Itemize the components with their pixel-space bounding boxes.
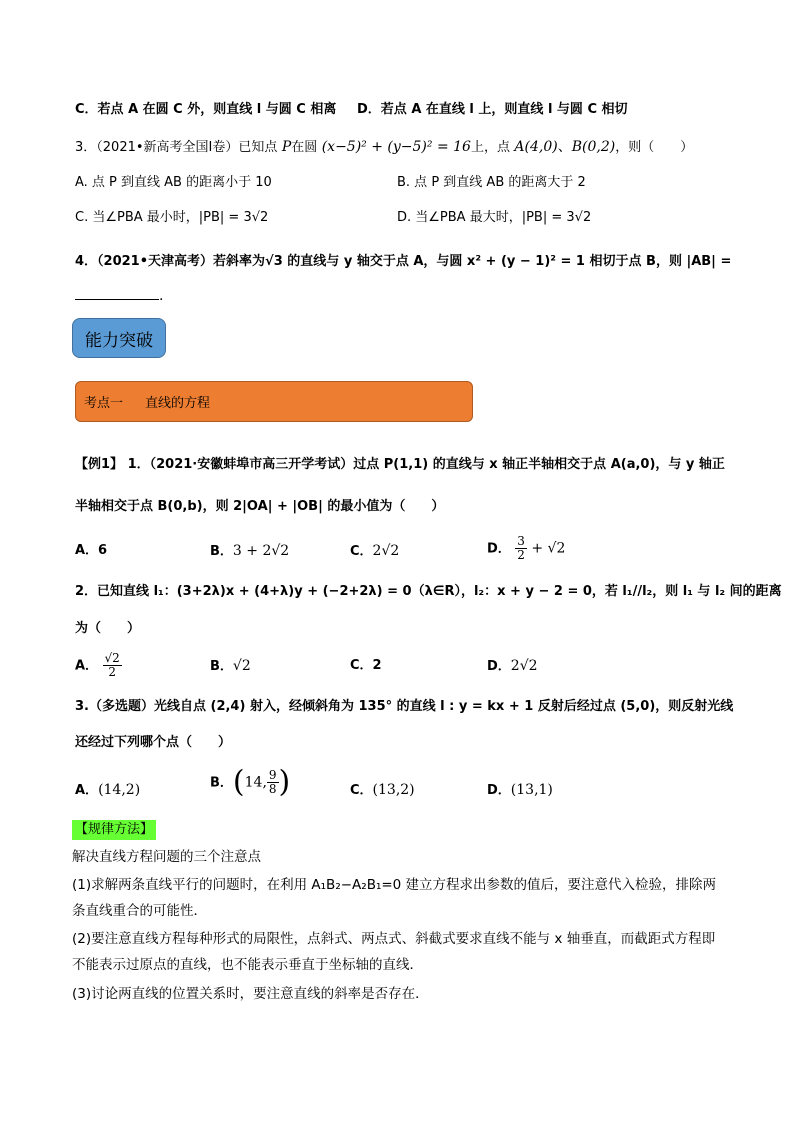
q2-option-d: D．若点 A 在直线 l 上，则直线 l 与圆 C 相切 xyxy=(357,102,628,117)
ex3-option-d-label: D． xyxy=(487,783,511,798)
ex2-option-a-label: A． xyxy=(75,658,99,674)
ex2-line2: 为（ ） xyxy=(75,621,141,636)
ex1-option-c-value: 2√2 xyxy=(372,543,400,559)
q4-prefix: 4．（2021•天津高考） xyxy=(75,254,214,269)
ex2-option-b-value: √2 xyxy=(232,658,251,674)
ex1-line1: 【例1】 1．（2021·安徽蚌埠市高三开学考试）过点 P(1,1) 的直线与 x 轴正半轴相交于点 A(a,0)，与 y 轴正 xyxy=(75,457,725,472)
ex1-option-b xyxy=(210,540,289,563)
topic-number: 考点一 xyxy=(84,396,124,411)
q3-text-b: 在圆 xyxy=(291,140,318,155)
ex1-option-d-fraction xyxy=(515,535,527,562)
ex1-option-b-value: 3 + 2√2 xyxy=(232,543,290,559)
ex1-option-c-label: C． xyxy=(350,544,373,559)
ex3-option-a-value: (14,2) xyxy=(98,782,141,798)
ex2-option-a xyxy=(75,652,122,679)
q3-text-a: 已知点 xyxy=(238,140,278,155)
ability-section-label: 能力突破 xyxy=(72,318,166,358)
ex2-option-d-value: 2√2 xyxy=(510,658,538,674)
ex2-option-d xyxy=(487,655,538,678)
q4-text: 若斜率为√3 的直线与 y 轴交于点 A，与圆 x² + (y − 1)² = 1 相切于点 B，则 |AB| = xyxy=(213,254,732,269)
q3-option-a: A. 点 P 到直线 AB 的距离小于 10 xyxy=(75,175,272,190)
q4-answer-blank[interactable] xyxy=(75,285,159,300)
ex1-option-d xyxy=(487,535,565,562)
method-point-2: (2)要注意直线方程每种形式的局限性，点斜式、两点式、斜截式要求直线不能与 x 轴垂直，而截距式方程即不能表示过原点的直线，也不能表示垂直于坐标轴的直线． xyxy=(72,931,716,973)
ex2-option-a-fraction xyxy=(103,652,122,679)
q3-option-d: D. 当∠PBA 最大时，|PB| = 3√2 xyxy=(397,210,592,225)
topic-bar xyxy=(75,381,473,422)
ex3-option-d-value: (13,1) xyxy=(510,782,553,798)
fraction-numerator: √2 xyxy=(104,651,120,665)
ex3-option-b-label: B． xyxy=(210,775,233,791)
ex2-option-d-label: D． xyxy=(487,659,511,674)
ex3-line1: 3.（多选题）光线自点 (2,4) 射入，经倾斜角为 135° 的直线 l : y = kx + 1 反射后经过点 (5,0)，则反射光线 xyxy=(75,699,734,714)
ex2-option-b xyxy=(210,655,251,678)
q3-circle-eq: (x−5)² + (y−5)² = 16 xyxy=(321,139,471,155)
fraction-denominator: 2 xyxy=(517,548,525,562)
q3-tail: ，则（ ） xyxy=(615,140,694,155)
fraction-denominator: 2 xyxy=(108,665,116,679)
fraction-numerator: 9 xyxy=(268,768,277,782)
q2-option-c: C．若点 A 在圆 C 外，则直线 l 与圆 C 相离 xyxy=(75,102,337,117)
ex3-option-c-label: C． xyxy=(350,783,373,798)
ex3-option-b: B．(14, $\frac{9}{8}$ ) xyxy=(210,764,291,800)
ex1-option-b-label: B． xyxy=(210,544,233,559)
ex1-option-c xyxy=(350,540,399,563)
q3-point-a: A(4,0) xyxy=(514,139,558,155)
ex1-option-d-rest: + √2 xyxy=(531,540,566,557)
ex1-line2: 半轴相交于点 B(0,b)，则 2|OA| + |OB| 的最小值为（ ） xyxy=(75,499,445,514)
q3-option-b: B. 点 P 到直线 AB 的距离大于 2 xyxy=(397,175,586,190)
method-point-3: (3)讨论两直线的位置关系时，要注意直线的斜率是否存在． xyxy=(72,986,429,1002)
ex3-option-c xyxy=(350,779,415,802)
q4-stem xyxy=(75,251,731,272)
ex2-option-c: C．2 xyxy=(350,658,382,673)
method-point-1: (1)求解两条直线平行的问题时，在利用 A₁B₂−A₂B₁=0 建立方程求出参数的值后，要注意代入检验，排除两条直线重合的可能性． xyxy=(72,877,717,919)
ex1-option-d-label: D． xyxy=(487,541,511,557)
q3-point-p: P xyxy=(281,139,292,155)
method-title: 解决直线方程问题的三个注意点 xyxy=(72,849,261,865)
q3-prefix: 3．（2021•新高考全国Ⅰ卷） xyxy=(75,140,239,155)
method-tag: 【规律方法】 xyxy=(72,820,156,840)
q4-end: . xyxy=(159,288,164,304)
q4-answer-line xyxy=(75,285,163,306)
ex1-option-a: A．6 xyxy=(75,543,108,558)
q3-option-c: C. 当∠PBA 最小时，|PB| = 3√2 xyxy=(75,210,269,225)
q3-point-b: B(0,2) xyxy=(571,139,616,155)
q3-stem: 3．（2021•新高考全国Ⅰ卷）已知点 P在圆 (x−5)² + (y−5)² = 16上，点 A(4,0)、B(0,2)，则（ ） xyxy=(75,139,694,155)
ex3-option-b-fraction xyxy=(267,769,279,796)
ex3-option-b-value: 14, xyxy=(244,774,267,791)
ex3-option-a-label: A． xyxy=(75,783,99,798)
ex2-option-b-label: B． xyxy=(210,659,233,674)
ex3-option-d xyxy=(487,779,553,802)
fraction-numerator: 3 xyxy=(517,534,525,548)
fraction-denominator: 8 xyxy=(268,782,277,796)
ex3-line2: 还经过下列哪个点（ ） xyxy=(75,735,232,750)
ex2-line1: 2．已知直线 l₁：(3+2λ)x + (4+λ)y + (−2+2λ) = 0（λ∈R），l₂：x + y − 2 = 0，若 l₁//l₂，则 l₁ 与 l₂ 间的距离 xyxy=(75,584,782,599)
q3-text-c: 上，点 xyxy=(470,140,510,155)
ex3-option-c-value: (13,2) xyxy=(372,782,415,798)
ex3-option-a xyxy=(75,779,140,802)
topic-title: 直线的方程 xyxy=(145,396,211,411)
